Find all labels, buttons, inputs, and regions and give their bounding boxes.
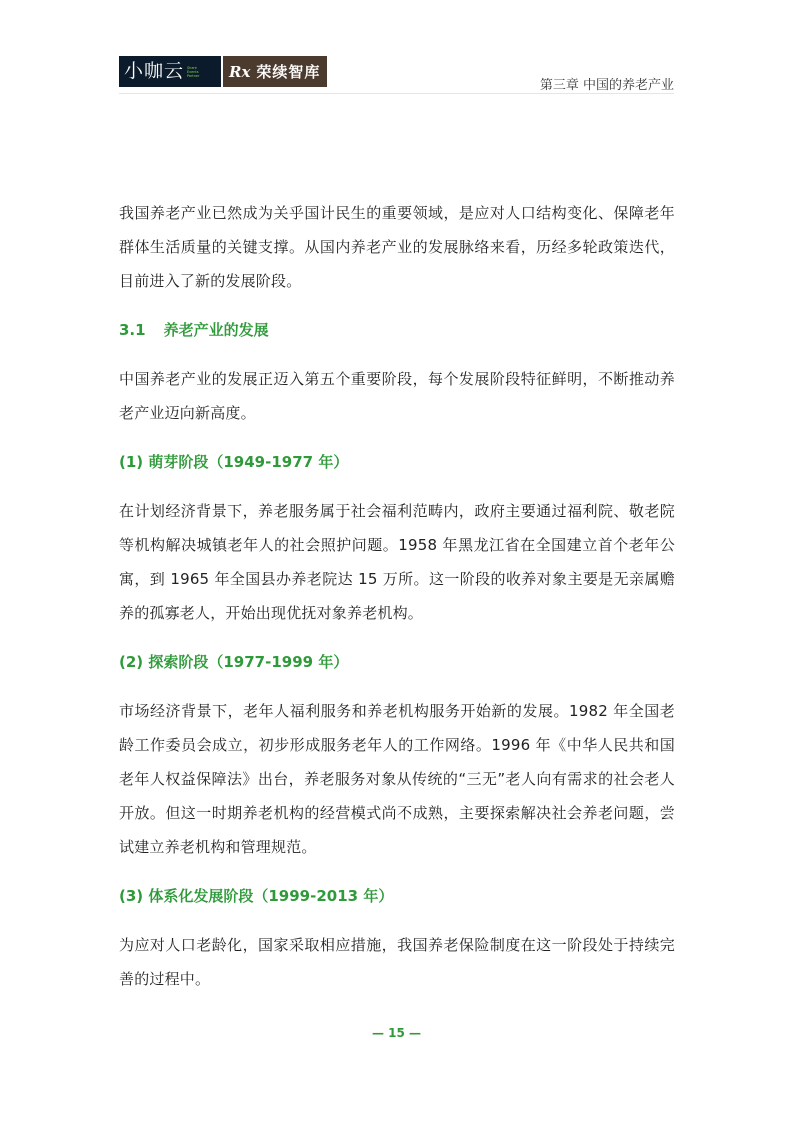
chapter-title: 第三章 中国的养老产业 bbox=[539, 78, 674, 93]
section-title: 养老产业的发展 bbox=[163, 321, 269, 339]
stage-heading: (1) 萌芽阶段（1949-1977 年） bbox=[119, 453, 349, 471]
rx-logo-icon: Rx bbox=[229, 62, 251, 81]
stage-paragraph: 在计划经济背景下，养老服务属于社会福利范畴内，政府主要通过福利院、敬老院等机构解决城镇老年人的社会照护问题。1958 年黑龙江省在全国建立首个老年公寓，到 1965 年全国县办养老院达 15 万所。这一阶段的收养对象主要是无亲属赡养的孤寡老人，开始出现优抚对象养老机构。 bbox=[119, 502, 675, 622]
stage-paragraph: 为应对人口老龄化，国家采取相应措施，我国养老保险制度在这一阶段处于持续完善的过程中。 bbox=[119, 936, 675, 988]
page-number: — 15 — bbox=[371, 1026, 422, 1040]
stage-heading: (3) 体系化发展阶段（1999-2013 年） bbox=[119, 887, 394, 905]
intro-paragraph: 我国养老产业已然成为关乎国计民生的重要领域，是应对人口结构变化、保障老年群体生活质量的关键支撑。从国内养老产业的发展脉络来看，历经多轮政策迭代，目前进入了新的发展阶段。 bbox=[119, 204, 675, 290]
logo-left-tagline: Share Events Partner bbox=[187, 65, 200, 78]
stage-heading: (2) 探索阶段（1977-1999 年） bbox=[119, 653, 349, 671]
rongxu-think-tank-logo bbox=[223, 56, 327, 87]
logo-right-text: 荣续智库 bbox=[256, 63, 321, 81]
header-divider bbox=[119, 93, 674, 94]
section-heading bbox=[119, 313, 675, 347]
xiaokayun-logo bbox=[119, 56, 221, 87]
stage-paragraph: 市场经济背景下，老年人福利服务和养老机构服务开始新的发展。1982 年全国老龄工作委员会成立，初步形成服务老年人的工作网络。1996 年《中华人民共和国老年人权益保障法》出台，养老服务对象从传统的“三无”老人向有需求的社会老人开放。但这一时期养老机构的经营模式尚不成熟，主要探索解决社会养老问题，尝试建立养老机构和管理规范。 bbox=[119, 702, 675, 856]
page-header bbox=[0, 0, 793, 100]
section-intro-paragraph: 中国养老产业的发展正迈入第五个重要阶段，每个发展阶段特征鲜明，不断推动养老产业迈向新高度。 bbox=[119, 370, 675, 422]
logo-left-text: 小咖云 bbox=[124, 60, 185, 82]
page-body bbox=[119, 196, 675, 1011]
section-number: 3.1 bbox=[119, 321, 146, 339]
